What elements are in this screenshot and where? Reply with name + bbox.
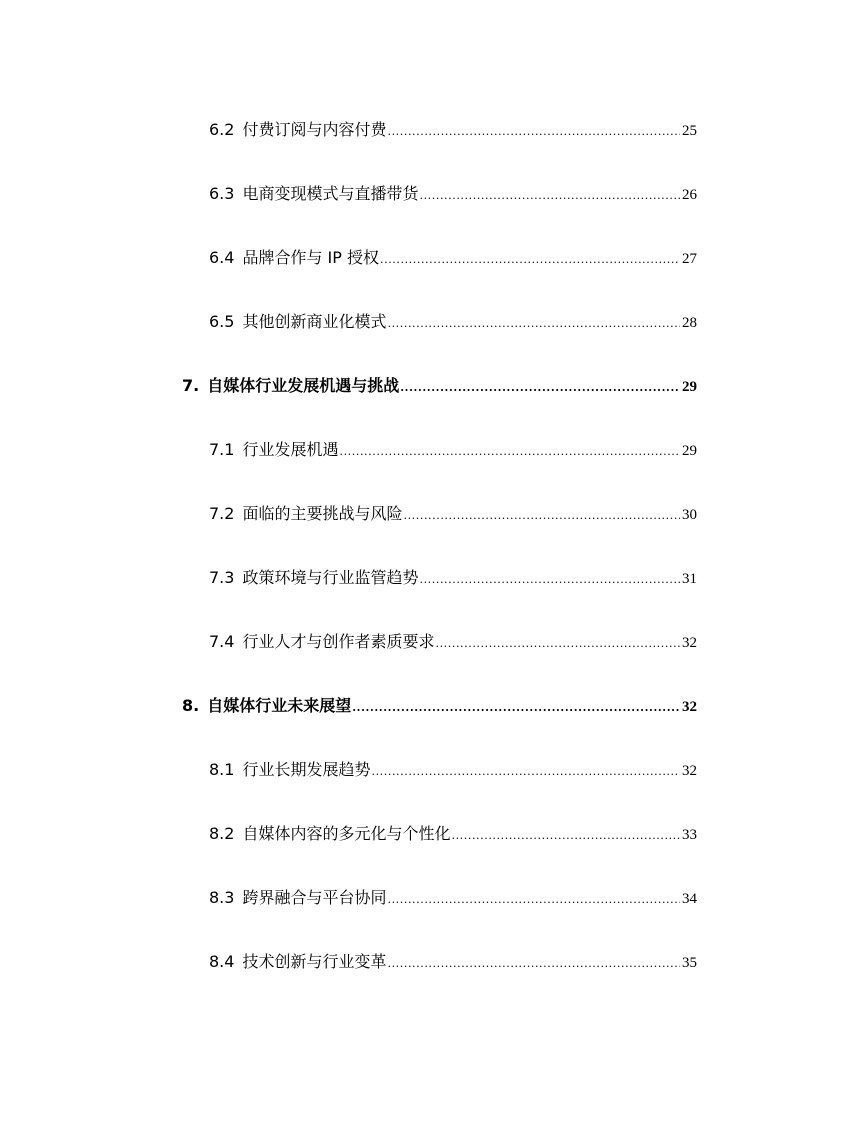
- dot-leader: [403, 505, 680, 527]
- toc-entry-7[interactable]: [182, 375, 697, 397]
- toc-entry-title: 自媒体行业发展机遇与挑战: [207, 376, 400, 395]
- toc-entry-number: 8.2: [209, 824, 235, 843]
- toc-entry-number: 8.4: [209, 952, 235, 971]
- toc-entry-title: 付费订阅与内容付费: [242, 120, 387, 139]
- dot-leader: [387, 953, 680, 975]
- toc-entry-number: 8.3: [209, 888, 235, 907]
- dot-leader: [380, 249, 680, 271]
- dot-leader: [387, 121, 680, 143]
- toc-entry-6-3[interactable]: [209, 183, 697, 205]
- toc-entry-title: 电商变现模式与直播带货: [242, 184, 419, 203]
- toc-entry-title: 品牌合作与 IP 授权: [242, 248, 379, 267]
- toc-entry-page: 34: [682, 891, 697, 907]
- toc-entry-page: 29: [682, 379, 697, 395]
- dot-leader: [400, 377, 680, 399]
- dot-leader: [371, 761, 680, 783]
- dot-leader: [387, 313, 680, 335]
- toc-entry-page: 25: [682, 123, 697, 139]
- toc-entry-number: 8.1: [209, 760, 235, 779]
- toc-entry-page: 32: [682, 635, 697, 651]
- toc-entry-number: 6.5: [209, 312, 235, 331]
- toc-entry-7-1[interactable]: [209, 439, 697, 461]
- dot-leader: [387, 889, 680, 911]
- toc-entry-page: 29: [682, 443, 697, 459]
- toc-entry-page: 26: [682, 187, 697, 203]
- toc-entry-number: 8.: [182, 696, 200, 715]
- toc-entry-page: 31: [682, 571, 697, 587]
- toc-entry-number: 7.4: [209, 632, 235, 651]
- toc-entry-8[interactable]: [182, 695, 697, 717]
- toc-entry-page: 35: [682, 955, 697, 971]
- toc-entry-7-4[interactable]: [209, 631, 697, 653]
- toc-entry-7-2[interactable]: [209, 503, 697, 525]
- toc-entry-number: 7.2: [209, 504, 235, 523]
- toc-entry-8-2[interactable]: [209, 823, 697, 845]
- toc-entry-page: 32: [682, 699, 697, 715]
- dot-leader: [419, 569, 680, 591]
- toc-entry-title: 行业发展机遇: [242, 440, 339, 459]
- toc-entry-title: 技术创新与行业变革: [242, 952, 387, 971]
- toc-entry-title: 行业人才与创作者素质要求: [242, 632, 435, 651]
- toc-entry-title: 行业长期发展趋势: [242, 760, 371, 779]
- toc-entry-page: 27: [682, 251, 697, 267]
- toc-entry-title: 跨界融合与平台协同: [242, 888, 387, 907]
- toc-entry-page: 32: [682, 763, 697, 779]
- toc-entry-6-4[interactable]: [209, 247, 697, 269]
- dot-leader: [419, 185, 680, 207]
- toc-entry-page: 33: [682, 827, 697, 843]
- toc-entry-7-3[interactable]: [209, 567, 697, 589]
- toc-entry-title: 自媒体行业未来展望: [207, 696, 352, 715]
- toc-entry-8-3[interactable]: [209, 887, 697, 909]
- toc-entry-number: 6.3: [209, 184, 235, 203]
- dot-leader: [451, 825, 680, 847]
- toc-entry-number: 7.3: [209, 568, 235, 587]
- toc-entry-title: 政策环境与行业监管趋势: [242, 568, 419, 587]
- toc-entry-title: 其他创新商业化模式: [242, 312, 387, 331]
- dot-leader: [435, 633, 680, 655]
- toc-entry-8-4[interactable]: [209, 951, 697, 973]
- toc-entry-number: 6.2: [209, 120, 235, 139]
- dot-leader: [339, 441, 680, 463]
- toc-entry-6-2[interactable]: [209, 119, 697, 141]
- toc-entry-page: 30: [682, 507, 697, 523]
- toc-entry-number: 7.1: [209, 440, 235, 459]
- toc-entry-title: 面临的主要挑战与风险: [242, 504, 403, 523]
- toc-entry-title: 自媒体内容的多元化与个性化: [242, 824, 451, 843]
- toc-entry-number: 7.: [182, 376, 200, 395]
- dot-leader: [352, 697, 680, 719]
- toc-entry-8-1[interactable]: [209, 759, 697, 781]
- toc-entry-page: 28: [682, 315, 697, 331]
- toc-entry-6-5[interactable]: [209, 311, 697, 333]
- toc-entry-number: 6.4: [209, 248, 235, 267]
